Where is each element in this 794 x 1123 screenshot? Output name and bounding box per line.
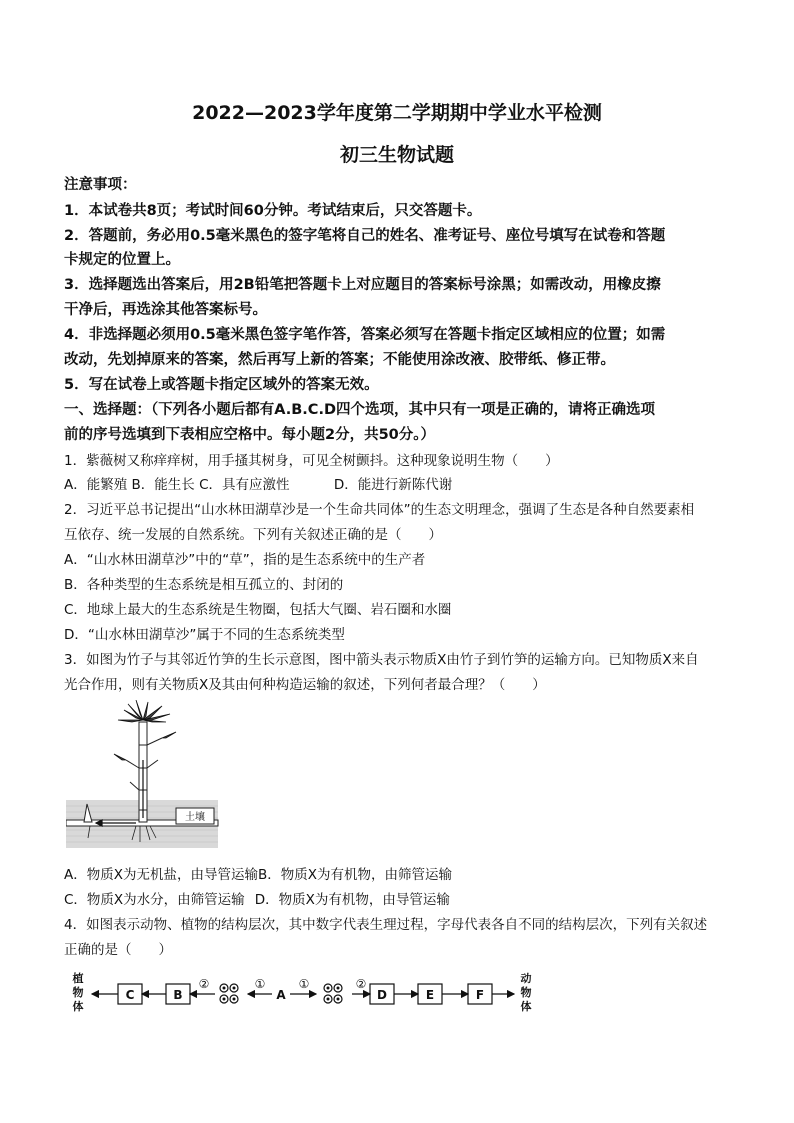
q3-option-a: A．物质X为无机盐，由导管运输	[64, 867, 258, 883]
plant-label-3: 体	[72, 1000, 84, 1013]
q1-stem: 1．紫薇树又称痒痒树，用手搔其树身，可见全树颤抖。这种现象说明生物（ ）	[64, 453, 559, 469]
q1-options-abc: A．能繁殖 B．能生长 C．具有应激性	[64, 477, 290, 493]
q2-stem: 2．习近平总书记提出“山水林田湖草沙是一个生命共同体”的生态文明理念，强调了生态是各种自然要素相	[64, 502, 695, 518]
plant-label-1: 植	[72, 972, 84, 985]
q2-option-b: B．各种类型的生态系统是相互孤立的、封闭的	[64, 577, 344, 593]
box-d: D	[377, 988, 387, 1002]
q3-option-c: C．物质X为水分，由筛管运输	[64, 892, 245, 908]
q2-option-a: A．“山水林田湖草沙”中的“草”，指的是生态系统中的生产者	[64, 552, 426, 568]
process-1-left: ①	[254, 977, 266, 991]
q3-option-b: B．物质X为有机物，由筛管运输	[257, 867, 452, 883]
hierarchy-diagram	[70, 966, 540, 1022]
notes-heading: 注意事项：	[64, 177, 137, 193]
section-heading: 一、选择题：（下列各小题后都有A.B.C.D四个选项，其中只有一项是正确的，请将正确选项	[64, 402, 655, 418]
q4-stem-cont: 正确的是（ ）	[64, 942, 172, 958]
box-e: E	[425, 988, 435, 1002]
q3-options-cd	[64, 888, 734, 908]
note-line: 2．答题前，务必用0.5毫米黑色的签字笔将自己的姓名、准考证号、座位号填写在试卷和答题	[64, 228, 666, 244]
note-line: 改动，先划掉原来的答案，然后再写上新的答案；不能使用涂改液、胶带纸、修正带。	[64, 352, 615, 368]
q4-stem: 4．如图表示动物、植物的结构层次，其中数字代表生理过程，字母代表各自不同的结构层次，下列有关叙述	[64, 917, 708, 933]
animal-label-3: 体	[520, 1000, 532, 1013]
q2-option-d: D．“山水林田湖草沙”属于不同的生态系统类型	[64, 627, 345, 643]
process-2-right: ②	[355, 977, 367, 991]
q1-option-d: D．能进行新陈代谢	[333, 477, 453, 493]
center-a: A	[276, 988, 286, 1002]
exam-title: 2022—2023学年度第二学期期中学业水平检测	[192, 102, 602, 124]
note-line: 5．写在试卷上或答题卡指定区域外的答案无效。	[64, 377, 379, 393]
note-line: 1．本试卷共8页；考试时间60分钟。考试结束后，只交答题卡。	[64, 203, 482, 219]
q3-options-ab	[64, 863, 734, 883]
plant-label-2: 物	[72, 986, 84, 999]
box-c: C	[125, 988, 135, 1002]
q3-stem: 3．如图为竹子与其邻近竹笋的生长示意图，图中箭头表示物质X由竹子到竹笋的运输方向。已知物质X来自	[64, 652, 699, 668]
section-heading-cont: 前的序号选填到下表相应空格中。每小题2分，共50分。）	[64, 427, 436, 443]
q2-option-c: C．地球上最大的生态系统是生物圈，包括大气圈、岩石圈和水圈	[64, 602, 452, 618]
q2-stem-cont: 互依存、统一发展的自然系统。下列有关叙述正确的是（ ）	[64, 527, 442, 543]
q3-stem-cont: 光合作用，则有关物质X及其由何种构造运输的叙述，下列何者最合理？（ ）	[64, 677, 546, 693]
bamboo-figure	[66, 700, 226, 850]
exam-subtitle: 初三生物试题	[339, 144, 454, 166]
process-1-right: ①	[298, 977, 310, 991]
process-2-left: ②	[198, 977, 210, 991]
note-line: 3．选择题选出答案后，用2B铅笔把答题卡上对应题目的答案标号涂黑；如需改动，用橡皮擦	[64, 277, 661, 293]
q1-options	[64, 473, 734, 493]
soil-label: 土壤	[185, 812, 205, 823]
note-line: 4．非选择题必须用0.5毫米黑色签字笔作答，答案必须写在答题卡指定区域相应的位置；如需	[64, 327, 666, 343]
note-line: 卡规定的位置上。	[64, 252, 180, 268]
animal-label-2: 物	[520, 986, 532, 999]
animal-label-1: 动	[520, 972, 532, 985]
q3-option-d: D．物质X为有机物，由导管运输	[254, 892, 450, 908]
box-f: F	[475, 988, 485, 1002]
note-line: 干净后，再选涂其他答案标号。	[64, 302, 267, 318]
box-b: B	[173, 988, 183, 1002]
